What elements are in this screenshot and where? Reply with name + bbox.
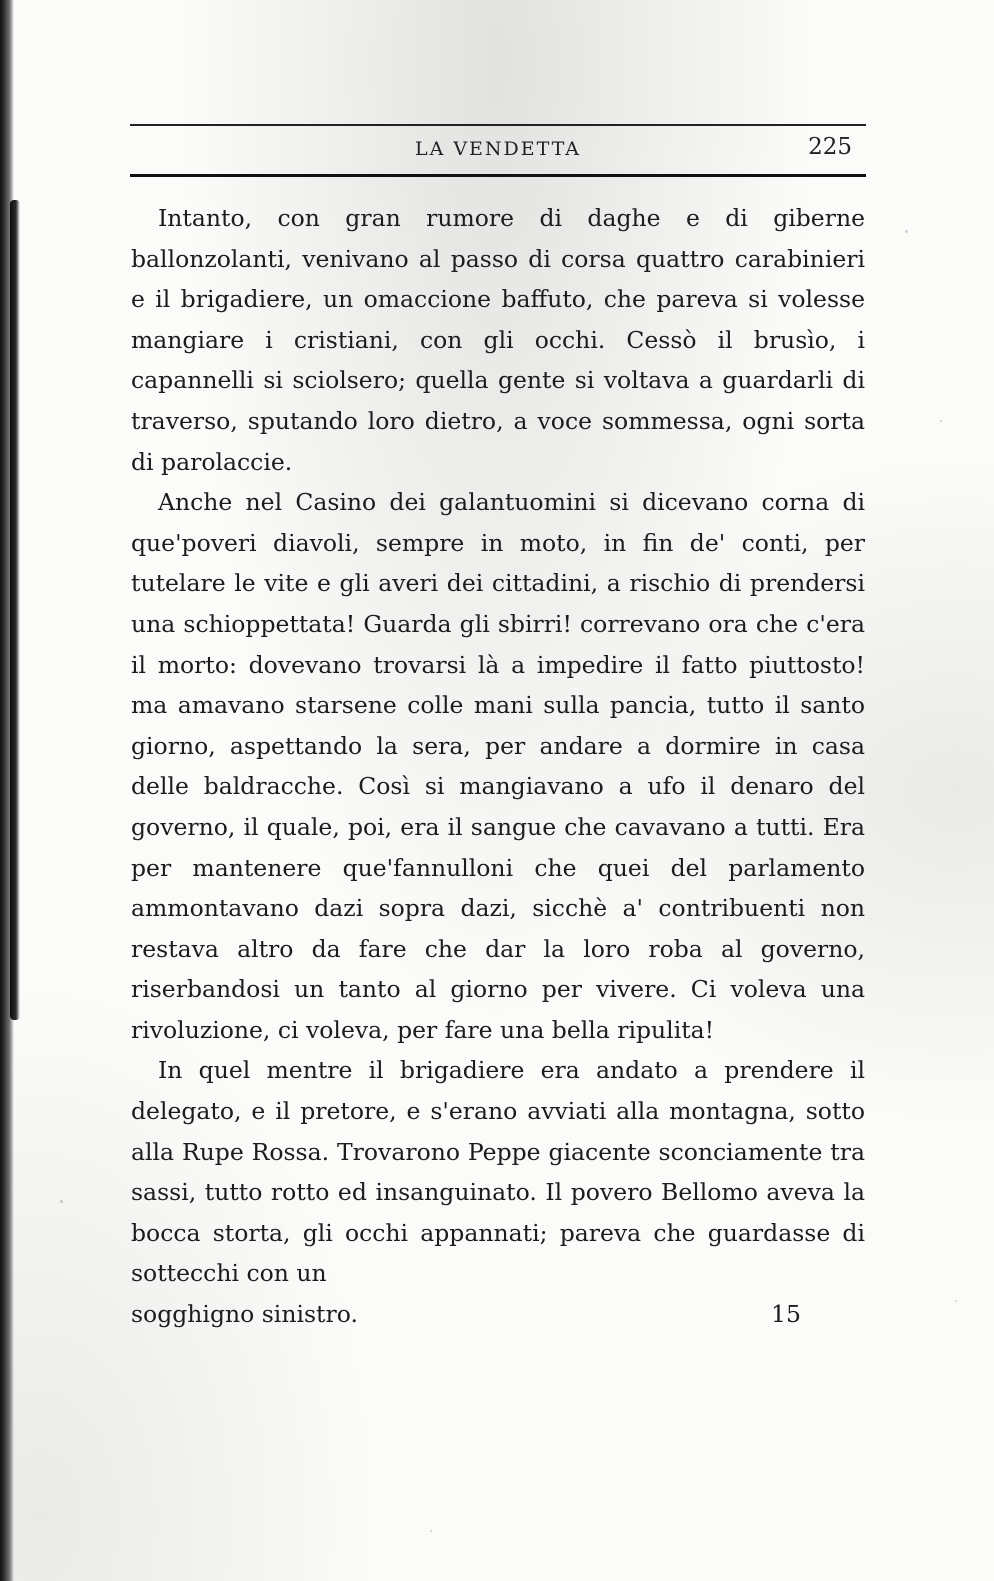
paper-speck — [60, 1200, 63, 1203]
header-rule-top — [130, 124, 866, 126]
header-rule-bottom — [130, 174, 866, 177]
final-line — [131, 1294, 865, 1334]
running-title: LA VENDETTA — [414, 138, 582, 160]
signature-mark: 15 — [771, 1300, 801, 1329]
paper-speck — [905, 230, 908, 233]
paragraph-2: Anche nel Casino dei galantuomini si dicevano corna di que'poveri diavoli, sempre in moto, in fin de' conti, per tutelare le vite e gli averi dei cittadini, a rischio di prendersi una schioppettata! Guarda gli sbirri! correvano ora che c'era il morto: dovevano trovarsi là a impedire il fatto piuttosto! ma amavano starsene colle mani sulla pancia, tutto il santo giorno, aspettando la sera, per andare a dormire in casa delle baldracche. Così si mangiavano a ufo il denaro del governo, il quale, poi, era il sangue che cavavano a tutti. Era per mantenere que'fannulloni che quei del parlamento ammontavano dazi sopra dazi, sicchè a' contribuenti non restava altro da fare che dar la loro roba al governo, riserbandosi un tanto al giorno per vivere. Ci voleva una rivoluzione, ci voleva, per fare una bella ripulita! — [131, 488, 865, 1044]
paper-speck — [940, 420, 942, 422]
paragraph-1: Intanto, con gran rumore di daghe e di giberne ballonzolanti, venivano al passo di corsa quattro carabinieri e il brigadiere, un omaccione baffuto, che pareva si volesse mangiare i cristiani, con gli occhi. Cessò il brusìo, i capannelli si sciolsero; quella gente si voltava a guardarli di traverso, sputando loro dietro, a voce sommessa, ogni sorta di parolaccie. — [131, 204, 865, 476]
final-line-text: sogghigno sinistro. — [131, 1300, 358, 1329]
spine-shadow — [10, 200, 20, 1020]
paper-speck — [430, 1530, 432, 1532]
page-number: 225 — [808, 134, 852, 160]
body-text — [131, 198, 865, 1334]
paragraph-3: In quel mentre il brigadiere era andato a prendere il delegato, e il pretore, e s'erano avviati alla montagna, sotto alla Rupe Rossa. Trovarono Peppe giacente sconciamente tra sassi, tutto rotto ed insanguinato. Il povero Bellomo aveva la bocca storta, gli occhi appannati; pareva che guardasse di sottecchi con un — [131, 1056, 865, 1288]
page-header — [130, 120, 866, 180]
paper-speck — [955, 1300, 957, 1302]
